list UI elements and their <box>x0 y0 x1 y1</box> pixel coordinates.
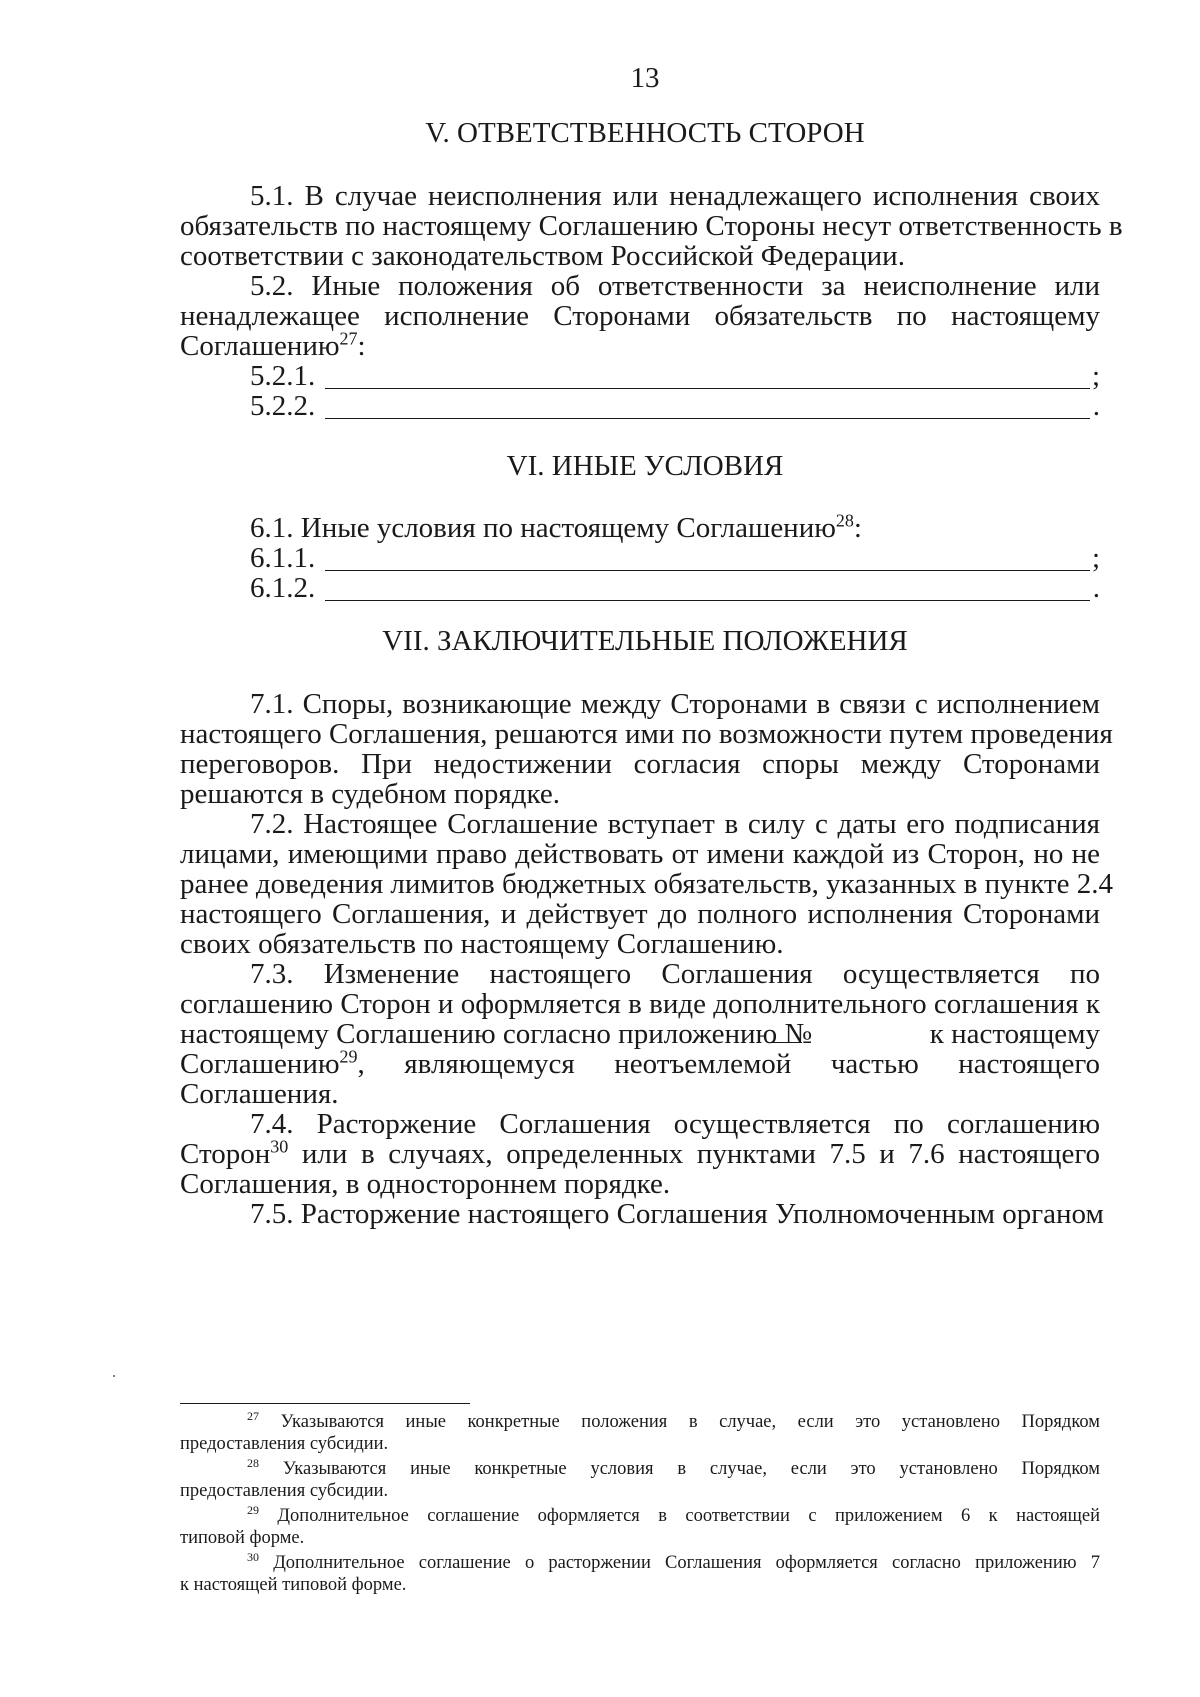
clause-7-3-text-c: , являющемуся неотъемлемой частью настоящего <box>357 1048 1100 1080</box>
footnote-30-text: Дополнительное соглашение о расторжении Соглашения оформляется согласно приложению 7 <box>259 1553 1100 1573</box>
blank-item-5-2-2 <box>250 390 1100 422</box>
clause-5-2-line-2: ненадлежащее исполнение Сторонами обязательств по настоящему <box>180 300 1100 332</box>
footnote-27-line-1 <box>247 1408 1100 1433</box>
clause-7-2-line-2: лицами, имеющими право действовать от имени каждой из Сторон, но не <box>180 838 1100 870</box>
clause-5-2-line-3 <box>180 330 1100 362</box>
clause-5-1-line-2: обязательств по настоящему Соглашению Стороны несут ответственность в <box>180 210 1123 242</box>
clause-5-2-colon: : <box>357 330 366 362</box>
scan-speck <box>113 1375 115 1377</box>
blank-item-end: ; <box>1091 542 1100 574</box>
clause-7-1-line-1: 7.1. Споры, возникающие между Сторонами в связи с исполнением <box>250 688 1100 720</box>
footnote-30-line-1 <box>247 1549 1100 1574</box>
footnote-29-marker: 29 <box>247 1502 259 1517</box>
footnote-28-marker: 28 <box>247 1455 259 1470</box>
clause-7-4-line-1: 7.4. Расторжение Соглашения осуществляется по соглашению <box>250 1108 1100 1140</box>
footnote-27-text: Указываются иные конкретные положения в случае, если это установлено Порядком <box>259 1412 1100 1432</box>
appendix-number-blank <box>772 1022 802 1043</box>
footnote-29-line-2: типовой форме. <box>180 1528 305 1548</box>
footnote-divider <box>180 1403 470 1404</box>
blank-item-6-1-1 <box>250 542 1100 574</box>
clause-7-2-line-1: 7.2. Настоящее Соглашение вступает в силу с даты его подписания <box>250 808 1100 840</box>
clause-7-4-line-3: Соглашения, в одностороннем порядке. <box>180 1168 671 1200</box>
footnote-28-line-1 <box>247 1455 1100 1480</box>
clause-7-3-line-4 <box>180 1048 1100 1080</box>
clause-7-1-line-2: настоящего Соглашения, решаются ими по возможности путем проведения <box>180 718 1113 750</box>
footnote-30-marker: 30 <box>247 1549 259 1564</box>
clause-6-1-colon: : <box>853 512 862 544</box>
footnote-ref-27: 27 <box>339 328 358 349</box>
section-7-title: VII. ЗАКЛЮЧИТЕЛЬНЫЕ ПОЛОЖЕНИЯ <box>382 625 908 657</box>
clause-7-1-line-3: переговоров. При недостижении согласия споры между Сторонами <box>180 748 1100 780</box>
blank-item-number: 6.1.1. <box>250 542 316 574</box>
footnote-ref-28: 28 <box>835 510 854 531</box>
blank-item-end: . <box>1092 572 1100 604</box>
blank-item-5-2-1 <box>250 360 1100 392</box>
section-5-title: V. ОТВЕТСТВЕННОСТЬ СТОРОН <box>425 117 865 149</box>
clause-7-2-line-3: ранее доведения лимитов бюджетных обязательств, указанных в пункте 2.4 <box>180 868 1113 900</box>
clause-5-2-text: Соглашению <box>180 330 340 362</box>
blank-item-6-1-2 <box>250 572 1100 604</box>
clause-7-4-line-2 <box>180 1138 1100 1170</box>
footnote-29-text: Дополнительное соглашение оформляется в соответствии с приложением 6 к настоящей <box>259 1506 1100 1526</box>
footnote-28-line-2: предоставления субсидии. <box>180 1481 389 1501</box>
blank-item-end: ; <box>1091 360 1100 392</box>
blank-fill-line <box>325 600 1090 601</box>
clause-7-3-text-a: настоящему Соглашению согласно приложению № <box>180 1018 813 1050</box>
blank-item-number: 5.2.1. <box>250 360 316 392</box>
clause-7-2-line-5: своих обязательств по настоящему Соглашению. <box>180 928 784 960</box>
clause-7-3-text-b: к настоящему <box>929 1018 1100 1050</box>
clause-7-3-agreement-word: Соглашению <box>180 1048 340 1080</box>
clause-7-5-line-1: 7.5. Расторжение настоящего Соглашения Уполномоченным органом <box>250 1198 1104 1230</box>
blank-fill-line <box>325 418 1090 419</box>
clause-7-1-line-4: решаются в судебном порядке. <box>180 778 561 810</box>
footnote-28-text: Указываются иные конкретные условия в случае, если это установлено Порядком <box>259 1459 1100 1479</box>
clause-6-1-text: 6.1. Иные условия по настоящему Соглашению <box>250 512 836 544</box>
section-6-title: VI. ИНЫЕ УСЛОВИЯ <box>506 450 784 482</box>
blank-item-number: 5.2.2. <box>250 390 316 422</box>
clause-7-4-parties-word: Сторон <box>180 1138 271 1170</box>
clause-5-1-line-3: соответствии с законодательством Российской Федерации. <box>180 240 905 272</box>
page-number: 13 <box>630 62 660 94</box>
footnote-30-line-2: к настоящей типовой форме. <box>180 1575 407 1595</box>
clause-5-2-line-1: 5.2. Иные положения об ответственности за неисполнение или <box>250 270 1100 302</box>
footnote-ref-30: 30 <box>270 1136 289 1157</box>
blank-fill-line <box>325 570 1090 571</box>
footnote-27-line-2: предоставления субсидии. <box>180 1434 389 1454</box>
footnote-29-line-1 <box>247 1502 1100 1527</box>
clause-7-3-line-1: 7.3. Изменение настоящего Соглашения осуществляется по <box>250 958 1100 990</box>
footnote-27-marker: 27 <box>247 1408 259 1423</box>
blank-item-end: . <box>1092 390 1100 422</box>
footnote-ref-29: 29 <box>339 1046 358 1067</box>
clause-7-3-line-5: Соглашения. <box>180 1078 339 1110</box>
blank-item-number: 6.1.2. <box>250 572 316 604</box>
clause-5-1-line-1: 5.1. В случае неисполнения или ненадлежащего исполнения своих <box>250 180 1100 212</box>
clause-7-2-line-4: настоящего Соглашения, и действует до полного исполнения Сторонами <box>180 898 1100 930</box>
clause-6-1 <box>250 512 1100 544</box>
clause-7-4-text: или в случаях, определенных пунктами 7.5 и 7.6 настоящего <box>288 1138 1100 1170</box>
clause-7-3-line-2: соглашению Сторон и оформляется в виде дополнительного соглашения к <box>180 988 1100 1020</box>
blank-fill-line <box>325 388 1090 389</box>
